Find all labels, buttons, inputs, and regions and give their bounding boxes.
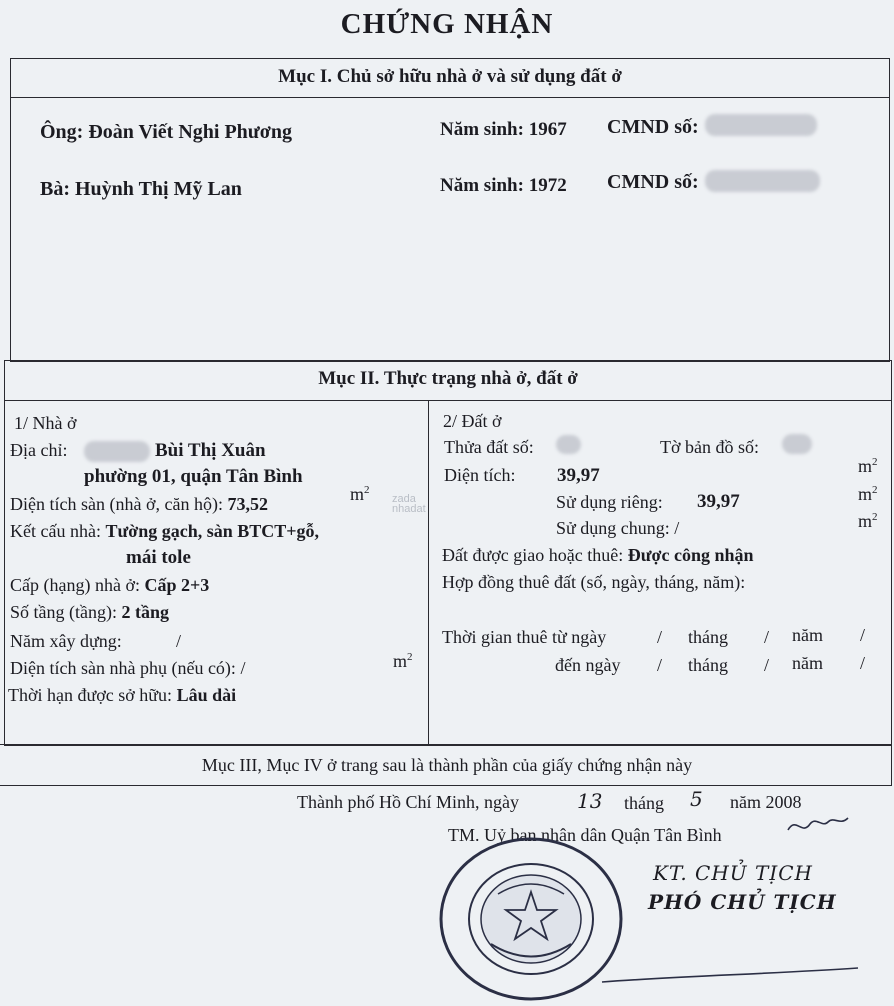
owner-2-birth-label: Năm sinh: [440,175,524,196]
house-address-ward: phường 01, quận Tân Bình [84,466,303,487]
signature-underline [600,962,860,992]
land-common-unit: $m^2$ [858,511,878,531]
land-area-unit: $m^2$ [858,456,878,476]
owner-2-label: Bà: [40,178,70,200]
section-2-heading: Mục II. Thực trạng nhà ở, đất ở [318,368,578,389]
house-built-label: Năm xây dựng: [10,631,122,651]
owner-2-id-label: CMND số: [607,171,699,193]
land-private-value: 39,97 [697,491,740,512]
house-aux-area-row [10,658,245,679]
land-parcel-label: Thửa đất số: [444,437,534,457]
owner-1-row [40,121,292,144]
house-heading: 1/ Nhà ở [14,413,77,433]
owner-2-name: Huỳnh Thị Mỹ Lan [75,178,242,200]
committee-line: TM. Uỷ ban nhân dân Quận Tân Bình [448,825,722,845]
land-private-label: Sử dụng riêng: [556,492,663,512]
date-day: 13 [577,789,603,813]
document-title: CHỨNG NHẬN [340,8,554,40]
owner-1-label: Ông: [40,121,84,143]
land-heading: 2/ Đất ở [443,411,502,431]
land-private-unit: $m^2$ [858,484,878,504]
section-1-heading: Mục I. Chủ sở hữu nhà ở và sử dụng đất ở [278,66,622,87]
house-aux-area-unit: $m^2$ [393,651,413,671]
owner-1-birth [440,119,567,141]
house-structure-value-2: mái tole [126,547,191,568]
land-lease-from-month-slash: / [764,627,770,647]
land-lease-from-year-label: năm [792,625,823,645]
owner-2-id-redaction [705,170,820,192]
owner-2-row [40,178,242,201]
house-floor-area-row [10,494,268,515]
signature-scribble [782,806,862,846]
footer-note: Mục III, Mục IV ở trang sau là thành phần của giấy chứng nhận này [201,755,693,775]
signature-title-1: KT. CHỦ TỊCH [653,861,813,885]
house-built-value: / [176,631,182,651]
house-aux-area-label: Diện tích sàn nhà phụ (nếu có): [10,658,236,678]
land-map-redaction [782,434,812,454]
owner-2-birth-year: 1972 [528,175,567,196]
owner-2-birth [440,175,567,197]
land-lease-to-month-label: tháng [688,655,728,675]
house-address-street: Bùi Thị Xuân [155,440,266,461]
house-address-redaction [84,441,150,462]
land-lease-from-label: Thời gian thuê từ ngày [442,627,607,647]
house-aux-area-value: / [240,658,246,678]
house-structure-label: Kết cấu nhà: [10,521,101,541]
land-lease-label: Hợp đồng thuê đất (số, ngày, tháng, năm): [442,572,746,592]
house-address-label: Địa chỉ: [10,440,68,460]
house-ownership-value: Lâu dài [176,685,237,705]
owner-1-birth-label: Năm sinh: [440,119,524,140]
land-lease-to-month-slash: / [764,655,770,675]
house-floor-area-value: 73,52 [227,494,268,514]
date-month-label: tháng [624,793,664,813]
house-floors-value: 2 tầng [121,602,169,622]
land-area-value: 39,97 [557,465,600,486]
owner-1-name: Đoàn Viết Nghi Phương [88,121,293,143]
land-lease-to-year-slash: / [860,653,866,673]
land-lease-from-year-slash: / [860,625,866,645]
house-structure-row [10,521,319,542]
land-lease-to-label: đến ngày [555,655,621,675]
house-ownership-label: Thời hạn được sở hữu: [8,685,173,705]
land-map-label: Tờ bản đồ số: [660,437,760,457]
land-common-row [556,518,679,539]
watermark: zada nhadat [392,493,426,515]
date-month: 5 [690,787,703,811]
land-area-label: Diện tích: [444,465,516,485]
land-allocation-value: Được công nhận [627,545,754,565]
land-lease-to-year-label: năm [792,653,823,673]
house-ownership-row [8,685,236,706]
land-allocation-row [442,545,754,566]
house-floors-label: Số tầng (tầng): [10,602,117,622]
house-grade-value: Cấp 2+3 [144,575,210,595]
house-floor-area-label: Diện tích sàn (nhà ở, căn hộ): [10,494,223,514]
house-grade-row [10,575,209,596]
house-floor-area-unit: $m^2$ [350,484,370,504]
owner-1-id-label: CMND số: [607,116,699,138]
section-1-box [10,58,890,362]
section-2-column-divider [428,400,429,744]
land-common-label: Sử dụng chung: [556,518,670,538]
land-parcel-redaction [556,435,581,454]
date-line [297,792,519,813]
signature-title-2: PHÓ CHỦ TỊCH [648,890,837,914]
land-lease-from-month-label: tháng [688,627,728,647]
date-year: năm 2008 [730,792,802,812]
owner-1-id-redaction [705,114,817,136]
house-structure-value: Tường gạch, sàn BTCT+gỗ, [105,521,320,541]
official-seal [436,834,626,1004]
land-lease-to-day-slash: / [657,655,663,675]
house-floors-row [10,602,169,623]
land-common-value: / [674,518,680,538]
owner-1-birth-year: 1967 [528,119,567,140]
section-2-divider [4,400,892,401]
land-allocation-label: Đất được giao hoặc thuê: [442,545,624,565]
house-grade-label: Cấp (hạng) nhà ở: [10,575,140,595]
date-city-label: Thành phố Hồ Chí Minh, ngày [297,792,519,812]
section-1-divider [10,97,890,98]
land-lease-from-day-slash: / [657,627,663,647]
